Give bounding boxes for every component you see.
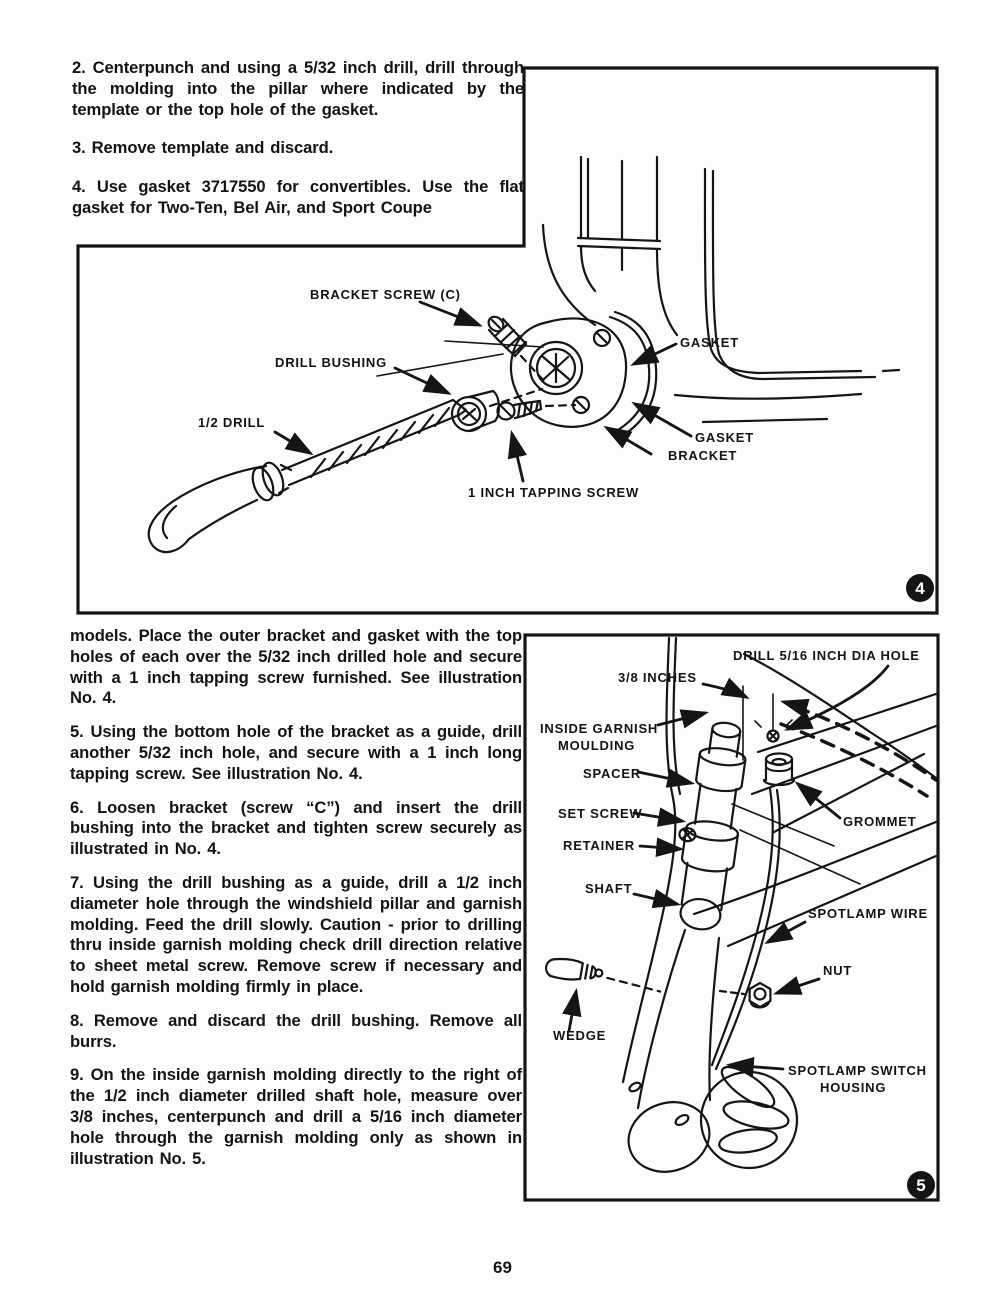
step-9: 9. On the inside garnish molding directly to the right of the 1/2 inch diameter drilled shaft hole, measure over 3/8 inches, centerpunch and drill a 5/16 inch diameter hole through the garnish molding only as shown in illustration No. 5. — [70, 1065, 522, 1168]
figure4-label-tapping-screw: 1 INCH TAPPING SCREW — [468, 485, 640, 500]
figure5-label-spacer: SPACER — [583, 766, 642, 781]
step-2: 2. Centerpunch and using a 5/32 inch drill, drill through the molding into the pillar where indicated by the template or the top hole of the gasket. — [72, 58, 524, 119]
step-5: 5. Using the bottom hole of the bracket as a guide, drill another 5/32 inch hole, and secure with a 1 inch long tapping screw. See illustration No. 4. — [70, 722, 522, 783]
figure5-label-retainer: RETAINER — [563, 838, 635, 853]
figure4-label-gasket-bottom: GASKET — [695, 430, 754, 445]
figure5-label-inside-garnish: INSIDE GARNISH — [540, 721, 659, 736]
figure5-label-moulding: MOULDING — [558, 738, 636, 753]
garnish-moulding-lines — [623, 638, 936, 1082]
figure-5-drawing — [522, 632, 942, 1204]
figure5-label-set-screw: SET SCREW — [558, 806, 643, 821]
left-instructions — [70, 626, 522, 1182]
figure-5-badge — [907, 1171, 935, 1199]
figure5-label-shaft: SHAFT — [585, 881, 633, 896]
figure-4-number: 4 — [915, 579, 925, 598]
figure4-label-gasket-top: GASKET — [680, 335, 739, 350]
step-models: models. Place the outer bracket and gasket with the top holes of each over the 5/32 inch drilled hole and secure with a 1 inch tapping screw furnished. See illustration No. 4. — [70, 626, 522, 708]
figure4-label-bracket: BRACKET — [668, 448, 738, 463]
figure4-label-half-drill: 1/2 DRILL — [198, 415, 266, 430]
figure5-label-nut: NUT — [823, 963, 853, 978]
step-7: 7. Using the drill bushing as a guide, drill a 1/2 inch diameter hole through the windshield pillar and garnish molding. Feed the drill slowly. Caution - prior to drilling thru inside garnish molding check drill direction relative to sheet metal screw. Remove screw if necessary and hold garnish molding firmly in place. — [70, 872, 522, 996]
figure4-label-bracket-screw: BRACKET SCREW (C) — [310, 287, 461, 302]
step-3: 3. Remove template and discard. — [72, 138, 334, 158]
step-6: 6. Loosen bracket (screw “C”) and insert the drill bushing into the bracket and tighten screw securely as illustrated in No. 4. — [70, 797, 522, 859]
figure5-label-grommet: GROMMET — [843, 814, 917, 829]
figure5-label-wedge: WEDGE — [553, 1028, 607, 1043]
figure-5-number: 5 — [916, 1176, 926, 1195]
figure4-label-drill-bushing: DRILL BUSHING — [275, 355, 387, 370]
figure-4-border — [78, 68, 937, 613]
switch-housing — [620, 930, 797, 1182]
figure-5 — [522, 632, 942, 1204]
gasket-outline — [610, 312, 656, 436]
figure5-label-spotlamp-wire: SPOTLAMP WIRE — [808, 906, 928, 921]
step-4: 4. Use gasket 3717550 for convertibles. Use the flat gasket for Two-Ten, Bel Air, and Sport Coupe — [72, 177, 524, 217]
half-inch-drill-part — [149, 400, 466, 552]
figure-4 — [75, 65, 941, 617]
figure5-label-three-eighths: 3/8 INCHES — [618, 670, 697, 685]
figure-4-drawing — [75, 65, 941, 617]
figure5-label-drill-hole: DRILL 5/16 INCH DIA HOLE — [733, 648, 920, 663]
figure-4-badge — [906, 574, 934, 602]
shaft-assembly — [667, 719, 753, 933]
page-number: 69 — [493, 1258, 512, 1277]
bracket-plate — [511, 318, 626, 426]
figure-4-callouts — [198, 287, 754, 500]
drilled-hole — [755, 694, 792, 742]
figure5-label-switch-housing: SPOTLAMP SWITCH — [788, 1063, 927, 1078]
step-8: 8. Remove and discard the drill bushing. Remove all burrs. — [70, 1010, 522, 1051]
figure5-label-housing: HOUSING — [820, 1080, 887, 1095]
